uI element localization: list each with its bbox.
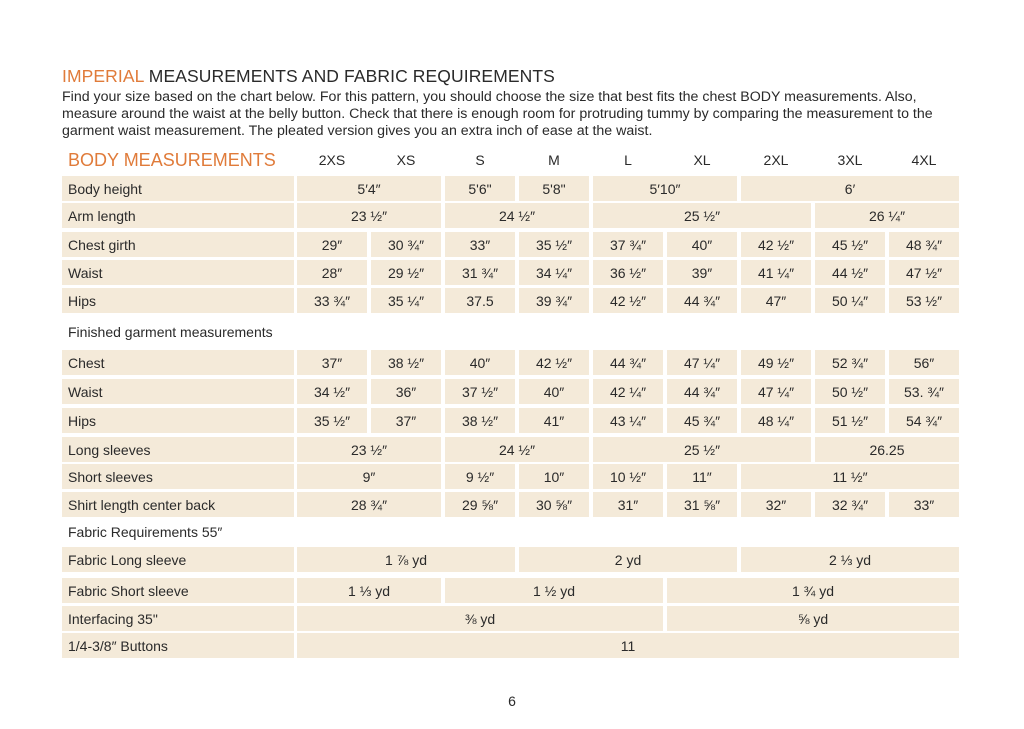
- table-cell: 26.25: [815, 437, 959, 462]
- size-header-l: L: [624, 152, 632, 168]
- table-cell: 47″: [741, 288, 811, 313]
- table-cell: 2 ⅓ yd: [741, 547, 959, 572]
- fabric-section-label: Fabric Requirements 55″: [68, 524, 223, 540]
- row-label: Interfacing 35": [62, 606, 294, 631]
- table-cell: 35 ½″: [297, 408, 367, 433]
- table-cell: 40″: [667, 232, 737, 257]
- table-cell: 53. ¾″: [889, 379, 959, 404]
- table-cell: 49 ½″: [741, 350, 811, 375]
- table-cell: 1 ⅞ yd: [297, 547, 515, 572]
- table-cell: 41 ¼″: [741, 260, 811, 285]
- row-label: Short sleeves: [62, 464, 294, 489]
- table-cell: 24 ½″: [445, 203, 589, 228]
- table-cell: 32″: [741, 492, 811, 517]
- table-cell: 29 ⅝″: [445, 492, 515, 517]
- row-label: Long sleeves: [62, 437, 294, 462]
- table-cell: ⅜ yd: [297, 606, 663, 631]
- table-cell: 50 ¼″: [815, 288, 885, 313]
- body-measurements-heading: BODY MEASUREMENTS: [68, 150, 276, 170]
- table-cell: 37 ¾″: [593, 232, 663, 257]
- table-cell: 47 ½″: [889, 260, 959, 285]
- size-header-xl: XL: [693, 152, 711, 168]
- title-rest: MEASUREMENTS AND FABRIC REQUIREMENTS: [143, 66, 555, 86]
- table-cell: 10 ½″: [593, 464, 663, 489]
- table-cell: 38 ½″: [445, 408, 515, 433]
- page-number: 6: [508, 693, 516, 709]
- table-cell: 42 ½″: [593, 288, 663, 313]
- table-cell: 37.5: [445, 288, 515, 313]
- table-cell: 37″: [371, 408, 441, 433]
- table-cell: 38 ½″: [371, 350, 441, 375]
- table-cell: 56″: [889, 350, 959, 375]
- table-cell: 1 ⅓ yd: [297, 578, 441, 603]
- table-cell: 5′10″: [593, 176, 737, 201]
- table-cell: 11 ½″: [741, 464, 959, 489]
- table-cell: 44 ½″: [815, 260, 885, 285]
- row-label: Body height: [62, 176, 294, 201]
- table-cell: 1 ½ yd: [445, 578, 663, 603]
- table-cell: 9 ½″: [445, 464, 515, 489]
- table-cell: 51 ½″: [815, 408, 885, 433]
- table-cell: 39 ¾″: [519, 288, 589, 313]
- table-cell: 45 ½″: [815, 232, 885, 257]
- table-cell: 36″: [371, 379, 441, 404]
- intro-paragraph: Find your size based on the chart below. For this pattern, you should choose the size that best fits the chest BODY measurements. Also, measure around the waist at the belly button. Check that there is enough room for protruding tummy by comparing the measurement to the garment waist measurement. The pleated version gives you an extra inch of ease at the waist.: [62, 89, 933, 139]
- table-cell: 45 ¾″: [667, 408, 737, 433]
- table-cell: 53 ½″: [889, 288, 959, 313]
- row-label: Chest: [62, 350, 294, 375]
- table-cell: 39″: [667, 260, 737, 285]
- table-cell: 54 ¾″: [889, 408, 959, 433]
- table-cell: 25 ½″: [593, 203, 811, 228]
- table-cell: 36 ½″: [593, 260, 663, 285]
- title-accent: IMPERIAL: [62, 66, 144, 86]
- finished-section-label: Finished garment measurements: [68, 324, 273, 340]
- table-cell: 31 ⅝″: [667, 492, 737, 517]
- size-header-3xl: 3XL: [837, 152, 863, 168]
- table-cell: ⅝ yd: [667, 606, 959, 631]
- size-header-4xl: 4XL: [911, 152, 937, 168]
- row-label: Shirt length center back: [62, 492, 294, 517]
- table-cell: 5′4″: [297, 176, 441, 201]
- table-cell: 41″: [519, 408, 589, 433]
- table-cell: 32 ¾″: [815, 492, 885, 517]
- table-cell: 40″: [445, 350, 515, 375]
- row-label: Fabric Short sleeve: [62, 578, 294, 603]
- page-title: [62, 66, 555, 87]
- table-cell: 2 yd: [519, 547, 737, 572]
- table-cell: 33″: [889, 492, 959, 517]
- size-header-2xl: 2XL: [763, 152, 789, 168]
- table-cell: 25 ½″: [593, 437, 811, 462]
- table-cell: 28″: [297, 260, 367, 285]
- table-cell: 48 ¼″: [741, 408, 811, 433]
- table-cell: 42 ¼″: [593, 379, 663, 404]
- row-label: Waist: [62, 379, 294, 404]
- table-cell: 34 ½″: [297, 379, 367, 404]
- table-cell: 35 ½″: [519, 232, 589, 257]
- table-cell: 33 ¾″: [297, 288, 367, 313]
- table-cell: 31 ¾″: [445, 260, 515, 285]
- table-cell: 43 ¼″: [593, 408, 663, 433]
- table-cell: 35 ¼″: [371, 288, 441, 313]
- table-cell: 5'6": [445, 176, 515, 201]
- table-cell: 50 ½″: [815, 379, 885, 404]
- row-label: 1/4-3/8″ Buttons: [62, 633, 294, 658]
- table-cell: 11: [297, 633, 959, 658]
- table-cell: 40″: [519, 379, 589, 404]
- table-cell: 23 ½″: [297, 437, 441, 462]
- row-label: Arm length: [62, 203, 294, 228]
- row-label: Waist: [62, 260, 294, 285]
- size-header-m: M: [548, 152, 560, 168]
- table-cell: 30 ⅝″: [519, 492, 589, 517]
- table-cell: 42 ½″: [741, 232, 811, 257]
- table-cell: 48 ¾″: [889, 232, 959, 257]
- table-cell: 29″: [297, 232, 367, 257]
- table-cell: 44 ¾″: [667, 379, 737, 404]
- table-cell: 6′: [741, 176, 959, 201]
- table-cell: 9″: [297, 464, 441, 489]
- table-cell: 28 ¾″: [297, 492, 441, 517]
- row-label: Chest girth: [62, 232, 294, 257]
- size-header-xs: XS: [396, 152, 416, 168]
- table-cell: 29 ½″: [371, 260, 441, 285]
- table-cell: 34 ¼″: [519, 260, 589, 285]
- size-header-2xs: 2XS: [318, 152, 346, 168]
- size-header-s: S: [475, 152, 485, 168]
- table-cell: 5'8": [519, 176, 589, 201]
- table-cell: 1 ¾ yd: [667, 578, 959, 603]
- table-cell: 44 ¾″: [593, 350, 663, 375]
- row-label: Hips: [62, 288, 294, 313]
- table-cell: 10″: [519, 464, 589, 489]
- table-cell: 37″: [297, 350, 367, 375]
- table-cell: 52 ¾″: [815, 350, 885, 375]
- table-cell: 47 ¼″: [667, 350, 737, 375]
- table-cell: 24 ½″: [445, 437, 589, 462]
- table-cell: 26 ¼″: [815, 203, 959, 228]
- table-cell: 31″: [593, 492, 663, 517]
- table-cell: 23 ½″: [297, 203, 441, 228]
- row-label: Hips: [62, 408, 294, 433]
- table-cell: 30 ¾″: [371, 232, 441, 257]
- table-cell: 37 ½″: [445, 379, 515, 404]
- table-cell: 47 ¼″: [741, 379, 811, 404]
- table-cell: 33″: [445, 232, 515, 257]
- table-cell: 42 ½″: [519, 350, 589, 375]
- table-cell: 44 ¾″: [667, 288, 737, 313]
- table-cell: 11″: [667, 464, 737, 489]
- row-label: Fabric Long sleeve: [62, 547, 294, 572]
